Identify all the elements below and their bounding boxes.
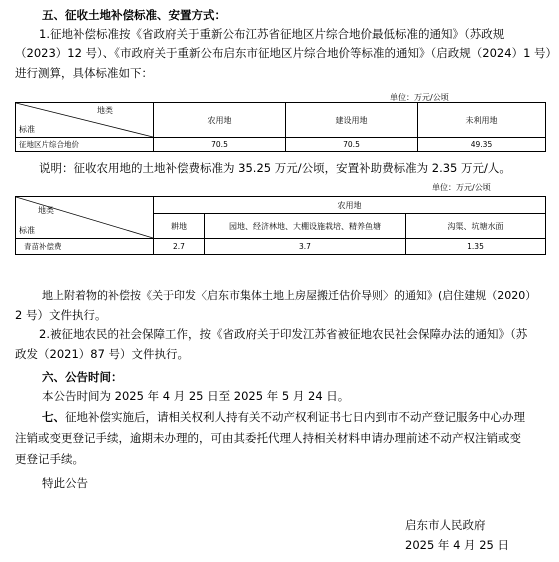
- section-7-line-3: 更登记手续。: [15, 452, 84, 466]
- attachment-line-2: 2 号）文件执行。: [15, 308, 107, 322]
- table-1-col-unused: 未利用地: [418, 103, 546, 138]
- paragraph-2-line-1: 2.被征地农民的社会保障工作，按《省政府关于印发江苏省被征地农民社会保障办法的通知》（苏: [39, 327, 528, 341]
- table-1-col-farmland: 农用地: [154, 103, 286, 138]
- table-1-header-diagonal: [16, 103, 154, 138]
- section-7-text-1: 征地补偿实施后，请相关权利人持有关不动产权利证书七日内到市不动产登记服务中心办理: [65, 410, 525, 424]
- section-7-line-2: 注销或变更登记手续，逾期未办理的，可由其委托代理人持相关材料申请办理前述不动产权注销或变: [15, 431, 521, 445]
- table-2-row-label: 青苗补偿费: [16, 239, 154, 255]
- closing-text: 特此公告: [42, 476, 88, 490]
- table-2-value-arable: 2.7: [154, 239, 205, 255]
- land-price-table: [15, 102, 546, 152]
- table-2-unit: 单位：万元/公顷: [432, 183, 491, 192]
- table-2-diag-top-label: 地类: [38, 206, 54, 215]
- paragraph-1-line-2: （2023）12 号）、《市政府关于重新公布启东市征地区片综合地价等标准的通知》（启政规（2024）1 号）: [15, 46, 558, 60]
- paragraph-1-line-1: 1.征地补偿标准按《省政府关于重新公布江苏省征地区片综合地价最低标准的通知》（苏政规: [39, 27, 505, 41]
- section-7-line-1: [42, 410, 525, 424]
- paragraph-2-line-2: 政发（2021）87 号）文件执行。: [15, 347, 190, 361]
- date: 2025 年 4 月 25 日: [405, 538, 509, 552]
- crop-compensation-table: [15, 196, 546, 255]
- table-1-value-farmland: 70.5: [154, 138, 286, 152]
- table-2-col-orchard: 园地、经济林地、大棚设施栽培、精养鱼塘: [205, 214, 406, 239]
- table-1-col-construction: 建设用地: [286, 103, 418, 138]
- table-1-diag-bottom-label: 标准: [19, 125, 35, 134]
- section-6-title: 六、公告时间：: [42, 370, 123, 384]
- table-1-unit: 单位：万元/公顷: [390, 93, 449, 102]
- paragraph-1-line-3: 进行测算，具体标准如下：: [15, 66, 153, 80]
- table-1-value-unused: 49.35: [418, 138, 546, 152]
- signature: 启东市人民政府: [405, 518, 486, 532]
- section-5-title: 五、征收土地补偿标准、安置方式：: [42, 8, 226, 22]
- table-2-header-diagonal: [16, 197, 154, 239]
- section-6-text: 本公告时间为 2025 年 4 月 25 日至 2025 年 5 月 24 日。: [42, 389, 350, 403]
- table-2-col-ditch: 沟渠、坑塘水面: [406, 214, 546, 239]
- table-2-col-arable: 耕地: [154, 214, 205, 239]
- note-line: 说明：征收农用地的土地补偿费标准为 35.25 万元/公顷，安置补助费标准为 2.35 万元/人。: [39, 161, 511, 175]
- section-7-label: 七、: [42, 410, 65, 424]
- table-2-diag-bottom-label: 标准: [19, 226, 35, 235]
- table-1-row-label: 征地区片综合地价: [16, 138, 154, 152]
- table-2-value-ditch: 1.35: [406, 239, 546, 255]
- table-2-value-orchard: 3.7: [205, 239, 406, 255]
- table-1-diag-top-label: 地类: [97, 106, 113, 115]
- table-2-group-farmland: 农用地: [154, 197, 546, 214]
- table-1-value-construction: 70.5: [286, 138, 418, 152]
- attachment-line-1: 地上附着物的补偿按《关于印发〈启东市集体土地上房屋搬迁估价导则〉的通知》(启住建规（2020）: [42, 289, 537, 302]
